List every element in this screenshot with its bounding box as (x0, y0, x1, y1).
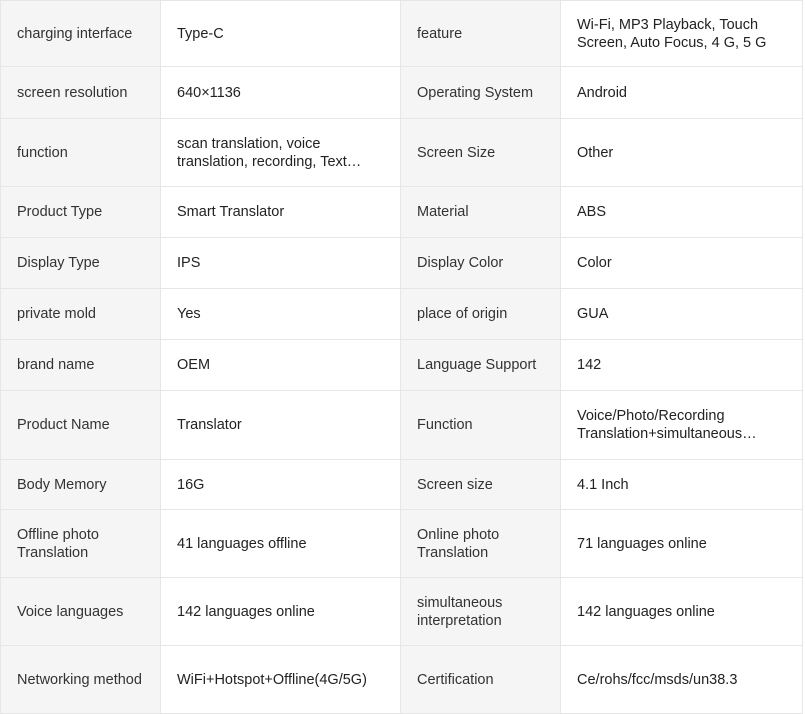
spec-value: ABS (561, 187, 803, 238)
spec-value: WiFi+Hotspot+Offline(4G/5G) (161, 646, 401, 714)
table-row (1, 510, 803, 578)
table-row (1, 578, 803, 646)
spec-value: scan translation, voice translation, recording, Text… (161, 119, 401, 187)
spec-value: 4.1 Inch (561, 460, 803, 510)
spec-label: Material (401, 187, 561, 238)
spec-label: Screen Size (401, 119, 561, 187)
spec-value: 142 (561, 340, 803, 391)
table-row (1, 340, 803, 391)
spec-value: Wi-Fi, MP3 Playback, Touch Screen, Auto Focus, 4 G, 5 G (561, 1, 803, 67)
table-row (1, 67, 803, 119)
spec-value: 41 languages offline (161, 510, 401, 578)
spec-value: 71 languages online (561, 510, 803, 578)
table-row (1, 391, 803, 460)
spec-value: GUA (561, 289, 803, 340)
spec-label: Product Type (1, 187, 161, 238)
spec-value: Android (561, 67, 803, 119)
spec-label: private mold (1, 289, 161, 340)
table-row (1, 460, 803, 510)
table-row (1, 238, 803, 289)
spec-value: 640×1136 (161, 67, 401, 119)
spec-label: Product Name (1, 391, 161, 460)
spec-label: feature (401, 1, 561, 67)
spec-label: Display Color (401, 238, 561, 289)
table-row (1, 289, 803, 340)
spec-label: place of origin (401, 289, 561, 340)
spec-value: Color (561, 238, 803, 289)
spec-label: screen resolution (1, 67, 161, 119)
spec-label: function (1, 119, 161, 187)
spec-label: Display Type (1, 238, 161, 289)
spec-value: OEM (161, 340, 401, 391)
spec-label: brand name (1, 340, 161, 391)
spec-value: 142 languages online (561, 578, 803, 646)
spec-label: Voice languages (1, 578, 161, 646)
spec-label: simultaneous interpretation (401, 578, 561, 646)
spec-label: Language Support (401, 340, 561, 391)
spec-label: Body Memory (1, 460, 161, 510)
spec-value: Voice/Photo/Recording Translation+simultaneous… (561, 391, 803, 460)
spec-value: Smart Translator (161, 187, 401, 238)
spec-value: Other (561, 119, 803, 187)
spec-label: Operating System (401, 67, 561, 119)
spec-value: Translator (161, 391, 401, 460)
spec-label: Offline photo Translation (1, 510, 161, 578)
spec-label: Function (401, 391, 561, 460)
table-row (1, 119, 803, 187)
spec-value: 16G (161, 460, 401, 510)
spec-label: charging interface (1, 1, 161, 67)
spec-value: Yes (161, 289, 401, 340)
spec-label: Screen size (401, 460, 561, 510)
spec-value: Ce/rohs/fcc/msds/un38.3 (561, 646, 803, 714)
spec-label: Online photo Translation (401, 510, 561, 578)
spec-label: Certification (401, 646, 561, 714)
spec-value: Type-C (161, 1, 401, 67)
table-row (1, 646, 803, 714)
table-row (1, 187, 803, 238)
spec-value: 142 languages online (161, 578, 401, 646)
table-row (1, 1, 803, 67)
spec-value: IPS (161, 238, 401, 289)
spec-label: Networking method (1, 646, 161, 714)
